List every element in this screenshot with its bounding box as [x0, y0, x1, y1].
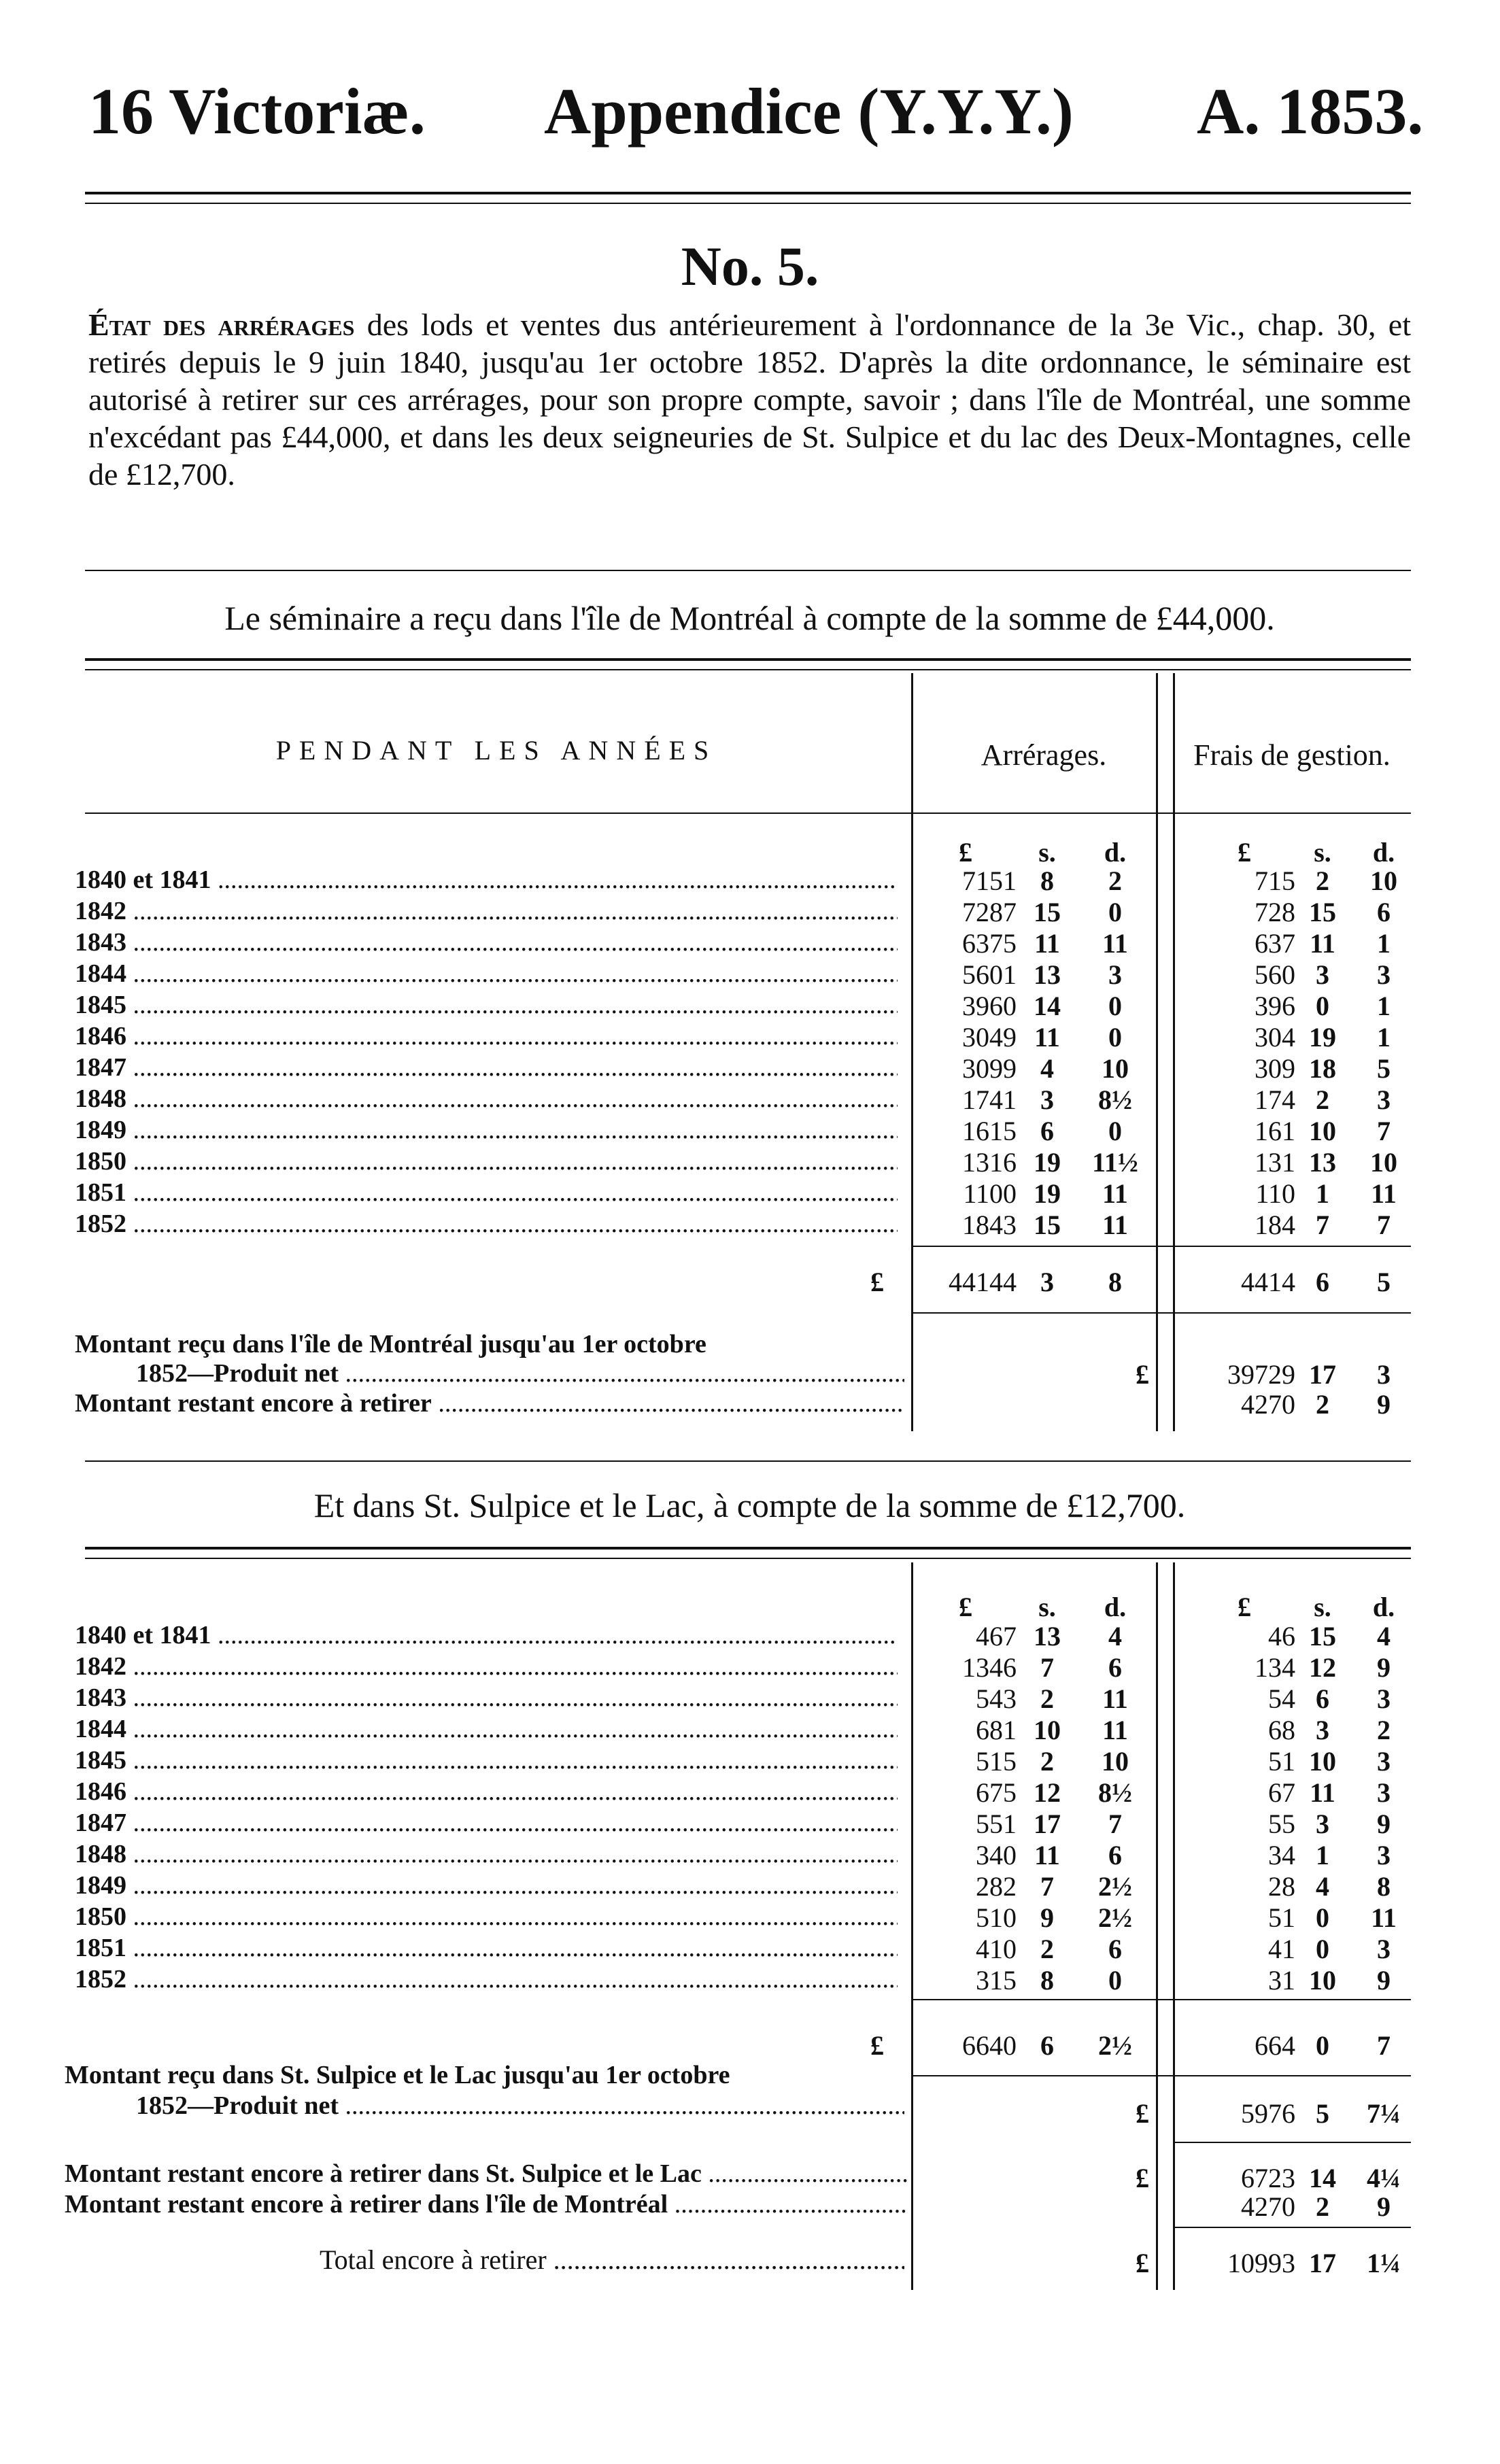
fees-shillings: 0	[1316, 1934, 1329, 1964]
arrears-shillings: 11	[1034, 928, 1060, 959]
year-label: 1852 .....	[75, 1964, 898, 1994]
arrears-pounds: 7287	[962, 897, 1017, 927]
arrears-shillings: 9	[1040, 1902, 1054, 1933]
running-header	[88, 73, 1424, 155]
fees-pounds: 134	[1255, 1652, 1295, 1683]
arrears-shillings: 7	[1040, 1871, 1054, 1902]
total-fees-shillings: 0	[1316, 2030, 1329, 2061]
year-label: 1852 .....	[75, 1209, 898, 1239]
header-year: A. 1853.	[1197, 75, 1424, 148]
fees-shillings: 19	[1309, 1022, 1336, 1053]
fees-pence: 5	[1377, 1053, 1391, 1084]
arrears-shillings: 12	[1034, 1777, 1061, 1808]
fees-pence: 4	[1377, 1621, 1391, 1652]
arrears-pence: 11	[1102, 1715, 1128, 1745]
unit-shilling: s.	[1038, 1592, 1056, 1622]
unit-pence: d.	[1372, 1592, 1395, 1622]
total-arrears-pounds: 44144	[949, 1267, 1017, 1297]
year-label: 1846 .....	[75, 1021, 898, 1051]
arrears-pounds: 1316	[962, 1147, 1017, 1178]
total-fees-pounds: 4414	[1241, 1267, 1295, 1297]
arrears-pounds: 1615	[962, 1116, 1017, 1146]
arrears-pence: 11	[1102, 1683, 1128, 1714]
year-label: 1847 .....	[75, 1053, 898, 1082]
arrears-pence: 2	[1108, 866, 1122, 896]
remaining-shillings: 2	[1316, 1389, 1329, 1420]
arrears-pence: 0	[1108, 1965, 1122, 1996]
arrears-pounds: 7151	[962, 866, 1017, 896]
received-pound-mark: £	[1136, 2098, 1149, 2129]
fees-pounds: 131	[1255, 1147, 1295, 1178]
unit-pence: d.	[1104, 1592, 1127, 1622]
grand-pound-mark: £	[1136, 2248, 1149, 2278]
arrears-pounds: 410	[976, 1934, 1017, 1964]
unit-pence: d.	[1372, 837, 1395, 868]
year-label: 1850 .....	[75, 1902, 898, 1932]
remain-mtl-pence: 9	[1377, 2191, 1391, 2222]
fees-pounds: 309	[1255, 1053, 1295, 1084]
fees-pence: 9	[1377, 1809, 1391, 1839]
arrears-shillings: 2	[1040, 1934, 1054, 1964]
fees-shillings: 3	[1316, 1809, 1329, 1839]
arrears-pence: 10	[1102, 1053, 1129, 1084]
fees-pence: 8	[1377, 1871, 1391, 1902]
arrears-pence: 10	[1102, 1746, 1129, 1777]
arrears-pounds: 315	[976, 1965, 1017, 1996]
arrears-pounds: 1100	[963, 1178, 1017, 1209]
intro-text: des lods et ventes dus antérieurement à l'ordonnance de la 3e Vic., chap. 30, et retirés depuis le 9 juin 1840, jusqu'au 1er octobre 1852. D'après la dite ordonnance, le séminaire est autorisé à retirer sur ces arrérages, pour son propre compte, savoir ; dans l'île de Montréal, une somme n'excédant pas £44,000, et dans les deux seigneuries de St. Sulpice et du lac des Deux-Montagnes, celle de £12,700.	[88, 307, 1411, 492]
received-pounds: 5976	[1241, 2098, 1295, 2129]
unit-pound: £	[1238, 1592, 1251, 1622]
fees-pence: 1	[1377, 928, 1391, 959]
fees-shillings: 1	[1316, 1840, 1329, 1870]
year-label: 1844 .....	[75, 1714, 898, 1744]
header-session: 16 Victoriæ.	[88, 75, 426, 148]
table1-header-rule	[85, 812, 1411, 814]
header-appendix: Appendice (Y.Y.Y.)	[544, 75, 1074, 148]
remaining-pounds: 4270	[1241, 1389, 1295, 1420]
fees-shillings: 7	[1316, 1210, 1329, 1240]
total-arrears-shillings: 3	[1040, 1267, 1054, 1297]
fees-pounds: 560	[1255, 959, 1295, 990]
arrears-pounds: 5601	[962, 959, 1017, 990]
fees-pounds: 51	[1268, 1746, 1295, 1777]
total-arrears-pence: 2½	[1098, 2030, 1132, 2061]
received-shillings: 5	[1316, 2098, 1329, 2129]
fees-shillings: 12	[1309, 1652, 1336, 1683]
arrears-column-header: Arrérages.	[981, 738, 1107, 772]
arrears-shillings: 17	[1034, 1809, 1061, 1839]
fees-shillings: 2	[1316, 866, 1329, 896]
arrears-pence: 0	[1108, 991, 1122, 1021]
year-label: 1842 .....	[75, 1652, 898, 1681]
arrears-pounds: 3960	[962, 991, 1017, 1021]
table2-top-rule	[85, 1547, 1411, 1550]
arrears-shillings: 19	[1034, 1178, 1061, 1209]
fees-pence: 3	[1377, 1746, 1391, 1777]
section-2-title: Et dans St. Sulpice et le Lac, à compte de la somme de £12,700.	[313, 1486, 1186, 1524]
header-rule-2	[85, 203, 1411, 204]
arrears-pounds: 510	[976, 1902, 1017, 1933]
arrears-shillings: 4	[1040, 1053, 1054, 1084]
document-number: No. 5.	[681, 235, 819, 297]
arrears-shillings: 2	[1040, 1683, 1054, 1714]
unit-shilling: s.	[1314, 1592, 1331, 1622]
year-label: 1845 .....	[75, 990, 898, 1020]
received-label-2: 1852—Produit net .....	[136, 1358, 904, 1388]
received-shillings: 17	[1309, 1359, 1336, 1390]
fees-pounds: 31	[1268, 1965, 1295, 1996]
remain-lac-label: Montant restant encore à retirer dans St. Sulpice et le Lac .....	[65, 2159, 908, 2189]
arrears-pounds: 1346	[962, 1652, 1017, 1683]
fees-shillings: 0	[1316, 1902, 1329, 1933]
grand-total-pence: 1¼	[1367, 2248, 1401, 2278]
arrears-pounds: 1741	[962, 1084, 1017, 1115]
received-pence: 3	[1377, 1359, 1391, 1390]
section-1-title: Le séminaire a reçu dans l'île de Montréal à compte de la somme de £44,000.	[224, 599, 1275, 637]
fees-shillings: 6	[1316, 1683, 1329, 1714]
table1-total-rule	[911, 1312, 1411, 1314]
fees-pence: 1	[1377, 1022, 1391, 1053]
remain-mtl-shillings: 2	[1316, 2191, 1329, 2222]
intro-lead: État des arrérages	[88, 307, 355, 342]
fees-pounds: 55	[1268, 1809, 1295, 1839]
arrears-shillings: 8	[1040, 1965, 1054, 1996]
total-fees-shillings: 6	[1316, 1267, 1329, 1297]
remaining-label: Montant restant encore à retirer .....	[75, 1388, 904, 1418]
table1-top-rule	[85, 658, 1411, 661]
arrears-shillings: 7	[1040, 1652, 1054, 1683]
year-label: 1840 et 1841 .....	[75, 1620, 898, 1650]
fees-pence: 7	[1377, 1210, 1391, 1240]
fees-pence: 6	[1377, 897, 1391, 927]
arrears-pence: 0	[1108, 897, 1122, 927]
fees-pence: 11	[1371, 1178, 1397, 1209]
arrears-pence: 3	[1108, 959, 1122, 990]
arrears-shillings: 13	[1034, 959, 1061, 990]
fees-pounds: 68	[1268, 1715, 1295, 1745]
fees-shillings: 15	[1309, 1621, 1336, 1652]
arrears-pounds: 551	[976, 1809, 1017, 1839]
year-label: 1850 .....	[75, 1146, 898, 1176]
year-label: 1849 .....	[75, 1115, 898, 1145]
remaining-pence: 9	[1377, 1389, 1391, 1420]
intro-rule	[85, 570, 1411, 571]
fees-pounds: 304	[1255, 1022, 1295, 1053]
unit-pence: d.	[1104, 837, 1127, 868]
arrears-pence: 8½	[1098, 1777, 1132, 1808]
total-arrears-shillings: 6	[1040, 2030, 1054, 2061]
total-fees-pence: 7	[1377, 2030, 1391, 2061]
year-label: 1843 .....	[75, 1683, 898, 1713]
received-label-2: 1852—Produit net .....	[136, 2091, 904, 2121]
fees-pounds: 174	[1255, 1084, 1295, 1115]
section-2-rule	[85, 1460, 1411, 1462]
arrears-pounds: 675	[976, 1777, 1017, 1808]
fees-pence: 9	[1377, 1965, 1391, 1996]
intro-paragraph	[88, 306, 1411, 493]
total-fees-pence: 5	[1377, 1267, 1391, 1297]
grand-total-pounds: 10993	[1227, 2248, 1295, 2278]
fees-shillings: 11	[1310, 928, 1335, 959]
arrears-pence: 7	[1108, 1809, 1122, 1839]
table1-divider-c	[1173, 673, 1175, 1431]
fees-pence: 3	[1377, 1777, 1391, 1808]
fees-pence: 3	[1377, 1084, 1391, 1115]
table1-divider-a	[911, 673, 913, 1431]
received-pounds: 39729	[1227, 1359, 1295, 1390]
fees-pence: 9	[1377, 1652, 1391, 1683]
table2-grand-rule	[1173, 2227, 1411, 2228]
remain-lac-pounds: 6723	[1241, 2163, 1295, 2193]
arrears-pounds: 467	[976, 1621, 1017, 1652]
arrears-pounds: 3099	[962, 1053, 1017, 1084]
fees-pounds: 34	[1268, 1840, 1295, 1870]
year-label: 1843 .....	[75, 927, 898, 957]
fees-shillings: 10	[1309, 1746, 1336, 1777]
fees-shillings: 4	[1316, 1871, 1329, 1902]
arrears-shillings: 8	[1040, 866, 1054, 896]
arrears-shillings: 10	[1034, 1715, 1061, 1745]
arrears-pence: 11	[1102, 1210, 1128, 1240]
fees-pence: 1	[1377, 991, 1391, 1021]
table2-divider-c	[1173, 1562, 1175, 2290]
fees-pounds: 184	[1255, 1210, 1295, 1240]
fees-pence: 11	[1371, 1902, 1397, 1933]
unit-pound: £	[959, 1592, 972, 1622]
received-label: Montant reçu dans St. Sulpice et le Lac jusqu'au 1er octobre	[65, 2061, 730, 2089]
year-label: 1840 et 1841 .....	[75, 865, 898, 895]
table1-divider-b	[1156, 673, 1158, 1431]
arrears-pence: 11	[1102, 928, 1128, 959]
arrears-pence: 8½	[1098, 1084, 1132, 1115]
header-rule	[85, 192, 1411, 194]
fees-shillings: 10	[1309, 1965, 1336, 1996]
arrears-pounds: 681	[976, 1715, 1017, 1745]
fees-pounds: 396	[1255, 991, 1295, 1021]
received-pound-mark: £	[1136, 1359, 1149, 1390]
arrears-shillings: 15	[1034, 1210, 1061, 1240]
arrears-pence: 11½	[1092, 1147, 1138, 1178]
received-label: Montant reçu dans l'île de Montréal jusqu'au 1er octobre	[75, 1330, 706, 1358]
arrears-pence: 2½	[1098, 1871, 1132, 1902]
table2-divider-a	[911, 1562, 913, 2290]
fees-pounds: 54	[1268, 1683, 1295, 1714]
arrears-pence: 0	[1108, 1116, 1122, 1146]
table2-top-rule-2	[85, 1558, 1411, 1559]
arrears-shillings: 11	[1034, 1840, 1060, 1870]
arrears-pence: 11	[1102, 1178, 1128, 1209]
table2-received-rule	[1173, 2142, 1411, 2143]
fees-pounds: 46	[1268, 1621, 1295, 1652]
table2-divider-b	[1156, 1562, 1158, 2290]
fees-pounds: 637	[1255, 928, 1295, 959]
fees-pounds: 110	[1255, 1178, 1295, 1209]
arrears-pounds: 340	[976, 1840, 1017, 1870]
fees-pounds: 715	[1255, 866, 1295, 896]
total-fees-pounds: 664	[1255, 2030, 1295, 2061]
arrears-pence: 0	[1108, 1022, 1122, 1053]
table1-top-rule-2	[85, 669, 1411, 670]
arrears-pence: 4	[1108, 1621, 1122, 1652]
fees-shillings: 13	[1309, 1147, 1336, 1178]
arrears-shillings: 13	[1034, 1621, 1061, 1652]
arrears-pounds: 282	[976, 1871, 1017, 1902]
fees-pence: 3	[1377, 1934, 1391, 1964]
total-arrears-pence: 8	[1108, 1267, 1122, 1297]
fees-pence: 7	[1377, 1116, 1391, 1146]
year-label: 1849 .....	[75, 1870, 898, 1900]
year-label: 1851 .....	[75, 1178, 898, 1208]
remain-mtl-label: Montant restant encore à retirer dans l'île de Montréal .....	[65, 2189, 908, 2219]
fees-shillings: 3	[1316, 1715, 1329, 1745]
unit-pound: £	[959, 837, 972, 868]
remain-lac-shillings: 14	[1309, 2163, 1336, 2193]
fees-shillings: 10	[1309, 1116, 1336, 1146]
year-label: 1844 .....	[75, 959, 898, 989]
fees-pounds: 51	[1268, 1902, 1295, 1933]
fees-shillings: 0	[1316, 991, 1329, 1021]
arrears-shillings: 15	[1034, 897, 1061, 927]
fees-pounds: 67	[1268, 1777, 1295, 1808]
unit-shilling: s.	[1038, 837, 1056, 868]
fees-pence: 3	[1377, 1683, 1391, 1714]
fees-shillings: 11	[1310, 1777, 1335, 1808]
arrears-pence: 6	[1108, 1652, 1122, 1683]
arrears-shillings: 11	[1034, 1022, 1060, 1053]
fees-pounds: 28	[1268, 1871, 1295, 1902]
fees-pounds: 41	[1268, 1934, 1295, 1964]
total-pound-mark: £	[870, 2030, 884, 2061]
arrears-pounds: 515	[976, 1746, 1017, 1777]
year-label: 1851 .....	[75, 1933, 898, 1963]
fees-pence: 10	[1370, 1147, 1397, 1178]
arrears-shillings: 2	[1040, 1746, 1054, 1777]
year-label: 1848 .....	[75, 1084, 898, 1114]
fees-shillings: 18	[1309, 1053, 1336, 1084]
total-pound-mark: £	[870, 1267, 884, 1297]
fees-shillings: 2	[1316, 1084, 1329, 1115]
table2-rows-end-rule	[911, 1999, 1411, 2000]
fees-pounds: 161	[1255, 1116, 1295, 1146]
grand-total-shillings: 17	[1309, 2248, 1336, 2278]
total-arrears-pounds: 6640	[962, 2030, 1017, 2061]
arrears-pounds: 1843	[962, 1210, 1017, 1240]
fees-pence: 3	[1377, 959, 1391, 990]
remain-mtl-pounds: 4270	[1241, 2191, 1295, 2222]
fees-pence: 3	[1377, 1840, 1391, 1870]
grand-total-label: Total encore à retirer .....	[320, 2244, 904, 2276]
fees-pence: 2	[1377, 1715, 1391, 1745]
year-label: 1847 .....	[75, 1808, 898, 1838]
fees-shillings: 1	[1316, 1178, 1329, 1209]
arrears-pounds: 6375	[962, 928, 1017, 959]
fees-column-header: Frais de gestion.	[1193, 738, 1391, 772]
year-label: 1848 .....	[75, 1839, 898, 1869]
year-label: 1842 .....	[75, 896, 898, 926]
fees-pounds: 728	[1255, 897, 1295, 927]
fees-pence: 10	[1370, 866, 1397, 896]
table2-total-rule	[911, 2075, 1411, 2076]
arrears-shillings: 3	[1040, 1084, 1054, 1115]
arrears-shillings: 14	[1034, 991, 1061, 1021]
fees-shillings: 3	[1316, 959, 1329, 990]
arrears-pence: 6	[1108, 1934, 1122, 1964]
unit-shilling: s.	[1314, 837, 1331, 868]
arrears-shillings: 19	[1034, 1147, 1061, 1178]
year-label: 1845 .....	[75, 1745, 898, 1775]
years-column-header: PENDANT LES ANNÉES	[275, 735, 717, 766]
fees-shillings: 15	[1309, 897, 1336, 927]
arrears-pounds: 543	[976, 1683, 1017, 1714]
table1-rows-end-rule	[911, 1246, 1411, 1247]
year-label: 1846 .....	[75, 1777, 898, 1807]
remain-lac-pound-mark: £	[1136, 2163, 1149, 2193]
arrears-pence: 2½	[1098, 1902, 1132, 1933]
received-pence: 7¼	[1367, 2098, 1401, 2129]
arrears-pounds: 3049	[962, 1022, 1017, 1053]
arrears-pence: 6	[1108, 1840, 1122, 1870]
arrears-shillings: 6	[1040, 1116, 1054, 1146]
unit-pound: £	[1238, 837, 1251, 868]
remain-lac-pence: 4¼	[1367, 2163, 1401, 2193]
